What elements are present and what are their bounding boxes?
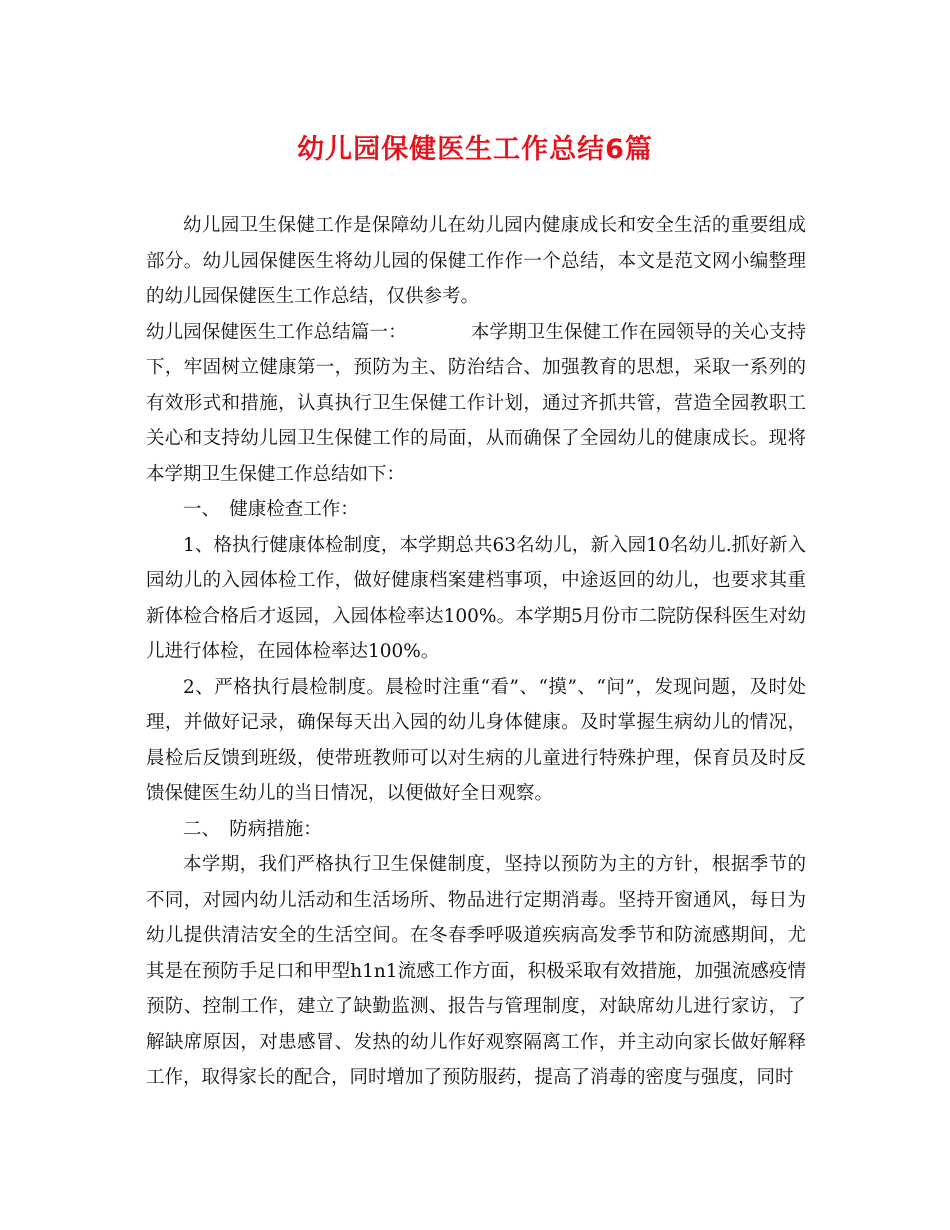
intro-paragraph: 幼儿园卫生保健工作是保障幼儿在幼儿园内健康成长和安全生活的重要组成部分。幼儿园保健医生将幼儿园的保健工作作一个总结，本文是范文网小编整理的幼儿园保健医生工作总结，仅供参考。 bbox=[146, 215, 806, 307]
item-morning-check: 2、严格执行晨检制度。晨检时注重“看”、“摸”、“问”，发现问题，及时处理，并做好记录，确保每天出入园的幼儿身体健康。及时掌握生病幼儿的情况，晨检后反馈到班级，使带班教师可以对生病的儿童进行特殊护理，保育员及时反馈保健医生幼儿的当日情况，以便做好全日观察。 bbox=[146, 676, 806, 804]
chapter-paragraph bbox=[146, 315, 806, 493]
item-physical-exam: 1、格执行健康体检制度，本学期总共63名幼儿，新入园10名幼儿.抓好新入园幼儿的入园体检工作，做好健康档案建档事项，中途返回的幼儿，也要求其重新体检合格后才返园，入园体检率达100%。本学期5月份市二院防保科医生对幼儿进行体检，在园体检率达100%。 bbox=[146, 534, 806, 662]
prevention-paragraph: 本学期，我们严格执行卫生保健制度，坚持以预防为主的方针，根据季节的不同，对园内幼儿活动和生活场所、物品进行定期消毒。坚持开窗通风，每日为幼儿提供清洁安全的生活空间。在冬春季呼吸道疾病高发季节和防流感期间，尤其是在预防手足口和甲型h1n1流感工作方面，积极采取有效措施，加强流感疫情预防、控制工作，建立了缺勤监测、报告与管理制度，对缺席幼儿进行家访，了解缺席原因，对患感冒、发热的幼儿作好观察隔离工作，并主动向家长做好解释工作，取得家长的配合，同时增加了预防服药，提高了消毒的密度与强度，同时 bbox=[146, 854, 806, 1088]
chapter-lead: 本学期卫生保健工作在园领导的关心支持下，牢固树立健康第一，预防为主、防治结合、加强教育的思想，采取一系列的有效形式和措施，认真执行卫生保健工作计划，通过齐抓共管，营造全园教职工关心和支持幼儿园卫生保健工作的局面，从而确保了全园幼儿的健康成长。现将本学期卫生保健工作总结如下： bbox=[146, 321, 806, 485]
section-heading-health-check: 一、 健康检查工作： bbox=[183, 499, 359, 520]
section-heading-prevention: 二、 防病措施： bbox=[183, 818, 322, 840]
document-title: 幼儿园保健医生工作总结6篇 bbox=[297, 134, 653, 165]
chapter-label: 幼儿园保健医生工作总结篇一： bbox=[146, 321, 407, 343]
document-body bbox=[146, 208, 806, 1096]
